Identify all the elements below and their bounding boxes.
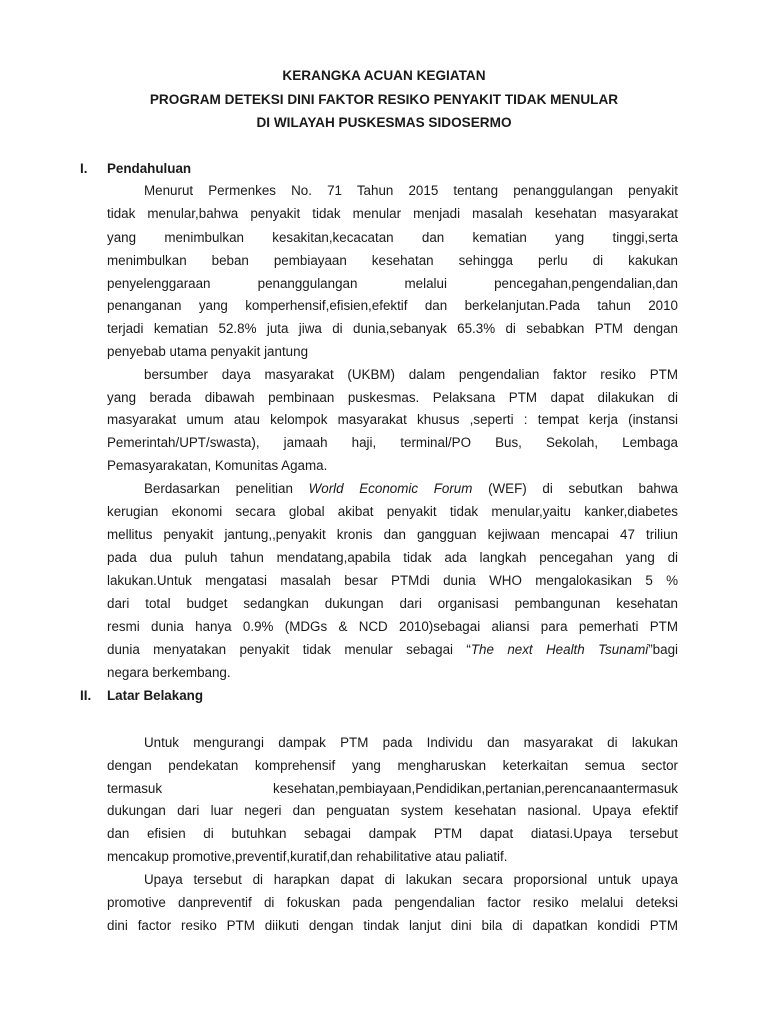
section-heading: Pendahuluan: [107, 161, 192, 176]
paragraph-line: kerugian ekonomi secara global akibat penyakit tidak menular,yaitu kanker,diabetes: [107, 504, 678, 519]
paragraph-line: yang menimbulkan kesakitan,kecacatan dan kematian yang tinggi,serta: [107, 230, 678, 245]
location-title: DI WILAYAH PUSKESMAS SIDOSERMO: [256, 115, 512, 130]
paragraph-line: dan efisien di butuhkan sebagai dampak PTM dapat diatasi.Upaya tersebut: [107, 826, 678, 841]
paragraph-line: dengan pendekatan komprehensif yang mengharuskan keterkaitan semua sector: [107, 758, 678, 773]
paragraph-line: Upaya tersebut di harapkan dapat di lakukan secara proporsional untuk upaya: [144, 872, 678, 887]
paragraph-line: penanganan yang komperhensif,efisien,efektif dan berkelanjutan.Pada tahun 2010: [107, 298, 678, 313]
paragraph-line: menimbulkan beban pembiayaan kesehatan sehingga perlu di kakukan: [107, 253, 678, 268]
paragraph-line: Menurut Permenkes No. 71 Tahun 2015 tentang penanggulangan penyakit: [144, 183, 678, 198]
paragraph-line: terjadi kematian 52.8% juta jiwa di dunia,sebanyak 65.3% di sebabkan PTM dengan: [107, 321, 678, 336]
paragraph-line: mellitus penyakit jantung,,penyakit kronis dan gangguan kejiwaan mencapai 47 triliun: [107, 527, 678, 542]
italic-text: The next Health Tsunami: [470, 642, 649, 657]
text-run: (WEF) di sebutkan bahwa: [488, 481, 678, 496]
paragraph-line: Pemasyarakatan, Komunitas Agama.: [107, 458, 328, 473]
paragraph-line: yang berada dibawah pembinaan puskesmas. Pelaksana PTM dapat dilakukan di: [107, 390, 678, 405]
paragraph-line: tidak menular,bahwa penyakit tidak menular menjadi masalah kesehatan masyarakat: [107, 206, 678, 221]
paragraph-line: bersumber daya masyarakat (UKBM) dalam pengendalian faktor resiko PTM: [144, 367, 678, 382]
paragraph-line: lakukan.Untuk mengatasi masalah besar PTMdi dunia WHO mengalokasikan 5 %: [107, 573, 678, 588]
paragraph-line: penyelenggaraan penanggulangan melalui pencegahan,pengendalian,dan: [107, 276, 678, 291]
paragraph-line: promotive danpreventif di fokuskan pada pengendalian factor resiko melalui deteksi: [107, 895, 678, 910]
paragraph-line: resmi dunia hanya 0.9% (MDGs & NCD 2010)sebagai aliansi para pemerhati PTM: [107, 619, 678, 634]
paragraph-line: negara berkembang.: [107, 665, 231, 680]
paragraph-line: mencakup promotive,preventif,kuratif,dan rehabilitative atau paliatif.: [107, 849, 508, 864]
text-run: Berdasarkan penelitian: [144, 481, 293, 496]
paragraph-line: Untuk mengurangi dampak PTM pada Individu dan masyarakat di lakukan: [144, 735, 678, 750]
program-title: PROGRAM DETEKSI DINI FAKTOR RESIKO PENYAKIT TIDAK MENULAR: [149, 92, 619, 107]
paragraph-line: dini factor resiko PTM diikuti dengan tindak lanjut dini bila di dapatkan kondidi PTM: [107, 918, 678, 933]
text-run: ”bagi: [648, 642, 678, 657]
paragraph-line: Pemerintah/UPT/swasta), jamaah haji, terminal/PO Bus, Sekolah, Lembaga: [107, 435, 678, 450]
paragraph-line: dukungan dari luar negeri dan penguatan system kesehatan nasional. Upaya efektif: [107, 803, 678, 818]
section-heading: Latar Belakang: [107, 688, 204, 703]
paragraph-line: penyebab utama penyakit jantung: [107, 344, 309, 359]
paragraph-line: pada dua puluh tahun mendatang,apabila tidak ada langkah pencegahan yang di: [107, 550, 678, 565]
paragraph-line: masyarakat umum atau kelompok masyarakat khusus ,seperti : tempat kerja (instansi: [107, 412, 678, 427]
italic-text: World Economic Forum: [308, 481, 473, 496]
document-title: KERANGKA ACUAN KEGIATAN: [282, 68, 486, 83]
section-number: II.: [80, 688, 92, 703]
paragraph-line: dari total budget sedangkan dukungan dari organisasi pembangunan kesehatan: [107, 596, 678, 611]
paragraph-line: [144, 481, 678, 496]
text-run: dunia menyatakan penyakit tidak menular sebagai “: [107, 642, 471, 657]
section-number: I.: [80, 161, 88, 176]
paragraph-line: termasuk kesehatan,pembiayaan,Pendidikan,pertanian,perencanaantermasuk: [107, 781, 678, 796]
paragraph-line: [107, 642, 678, 657]
